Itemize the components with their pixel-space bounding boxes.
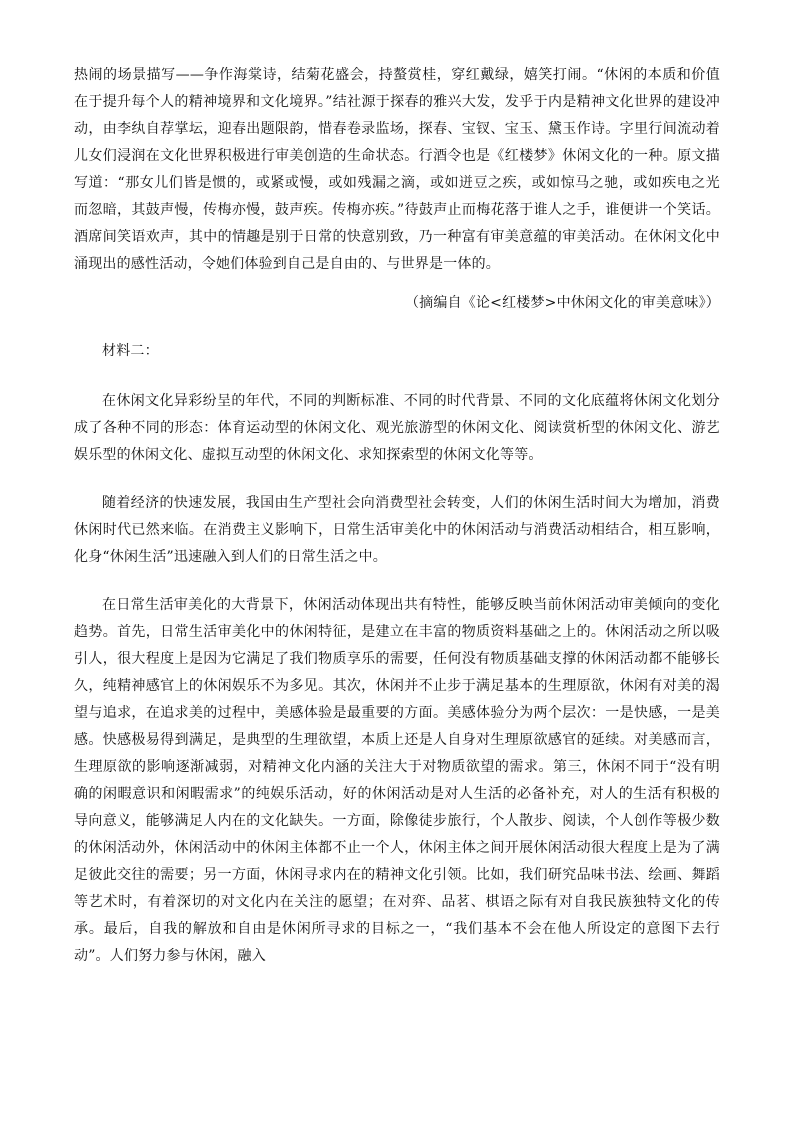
document-body bbox=[74, 62, 720, 970]
paragraph-2: 在休闲文化异彩纷呈的年代，不同的判断标准、不同的时代背景、不同的文化底蕴将休闲文化划分成了各种不同的形态：体育运动型的休闲文化、观光旅游型的休闲文化、阅读赏析型的休闲文化、游艺娱乐型的休闲文化、虚拟互动型的休闲文化、求知探索型的休闲文化等等。 bbox=[74, 393, 720, 463]
source-citation: （摘编自《论<红楼梦>中休闲文化的审美意味》） bbox=[404, 295, 720, 311]
paragraph-continued: 热闹的场景描写——争作海棠诗，结菊花盛会，持螯赏桂，穿红戴绿，嬉笑打闹。“休闲的本质和价值在于提升每个人的精神境界和文化境界。”结社源于探春的雅兴大发，发乎于内是精神文化世界的建设冲动，由李纨自荐掌坛，迎春出题限韵，惜春卷录监场，探春、宝钗、宝玉、黛玉作诗。字里行间流动着儿女们浸润在文化世界积极进行审美创造的生命状态。行酒令也是《红楼梦》休闲文化的一种。原文描写道：“那女儿们皆是惯的，或紧或慢，或如残漏之滴，或如迸豆之疾，或如惊马之驰，或如疾电之光而忽暗，其鼓声慢，传梅亦慢，鼓声疾。传梅亦疾。”待鼓声止而梅花落于谁人之手，谁便讲一个笑话。酒席间笑语欢声，其中的情趣是别于日常的快意别致，乃一种富有审美意蕴的审美活动。在休闲文化中涌现出的感性活动，令她们体验到自己是自由的、与世界是一体的。 bbox=[74, 67, 720, 272]
material-heading: 材料二： bbox=[102, 343, 159, 359]
paragraph-4: 在日常生活审美化的大背景下，休闲活动体现出共有特性，能够反映当前休闲活动审美倾向的变化趋势。首先，日常生活审美化中的休闲特征，是建立在丰富的物质资料基础之上的。休闲活动之所以吸引人，很大程度上是因为它满足了我们物质享乐的需要，任何没有物质基础支撑的休闲活动都不能够长久，纯精神感官上的休闲娱乐不为多见。其次，休闲并不止步于满足基本的生理原欲，休闲有对美的渴望与追求，在追求美的过程中，美感体验是最重要的方面。美感体验分为两个层次：一是快感，一是美感。快感极易得到满足，是典型的生理欲望，本质上还是人自身对生理原欲感官的延续。对美感而言，生理原欲的影响逐渐减弱，对精神文化内涵的关注大于对物质欲望的需求。第三，休闲不同于“没有明确的闲暇意识和闲暇需求”的纯娱乐活动，好的休闲活动是对人生活的必备补充，对人的生活有积极的导向意义，能够满足人内在的文化缺失。一方面，除像徒步旅行，个人散步、阅读，个人创作等极少数的休闲活动外，休闲活动中的休闲主体都不止一个人，休闲主体之间开展休闲活动很大程度上是为了满足彼此交往的需要；另一方面，休闲寻求内在的精神文化引领。比如，我们研究品味书法、绘画、舞蹈等艺术时，有着深切的对文化内在关注的愿望；在对弈、品茗、棋语之际有对自我民族独特文化的传承。最后，自我的解放和自由是休闲所寻求的目标之一，“我们基本不会在他人所设定的意图下去行动”。人们努力参与休闲，融入 bbox=[74, 597, 720, 964]
paragraph-3: 随着经济的快速发展，我国由生产型社会向消费型社会转变，人们的休闲生活时间大为增加，消费休闲时代已然来临。在消费主义影响下，日常生活审美化中的休闲活动与消费活动相结合，相互影响，化身“休闲生活”迅速融入到人们的日常生活之中。 bbox=[74, 495, 720, 565]
